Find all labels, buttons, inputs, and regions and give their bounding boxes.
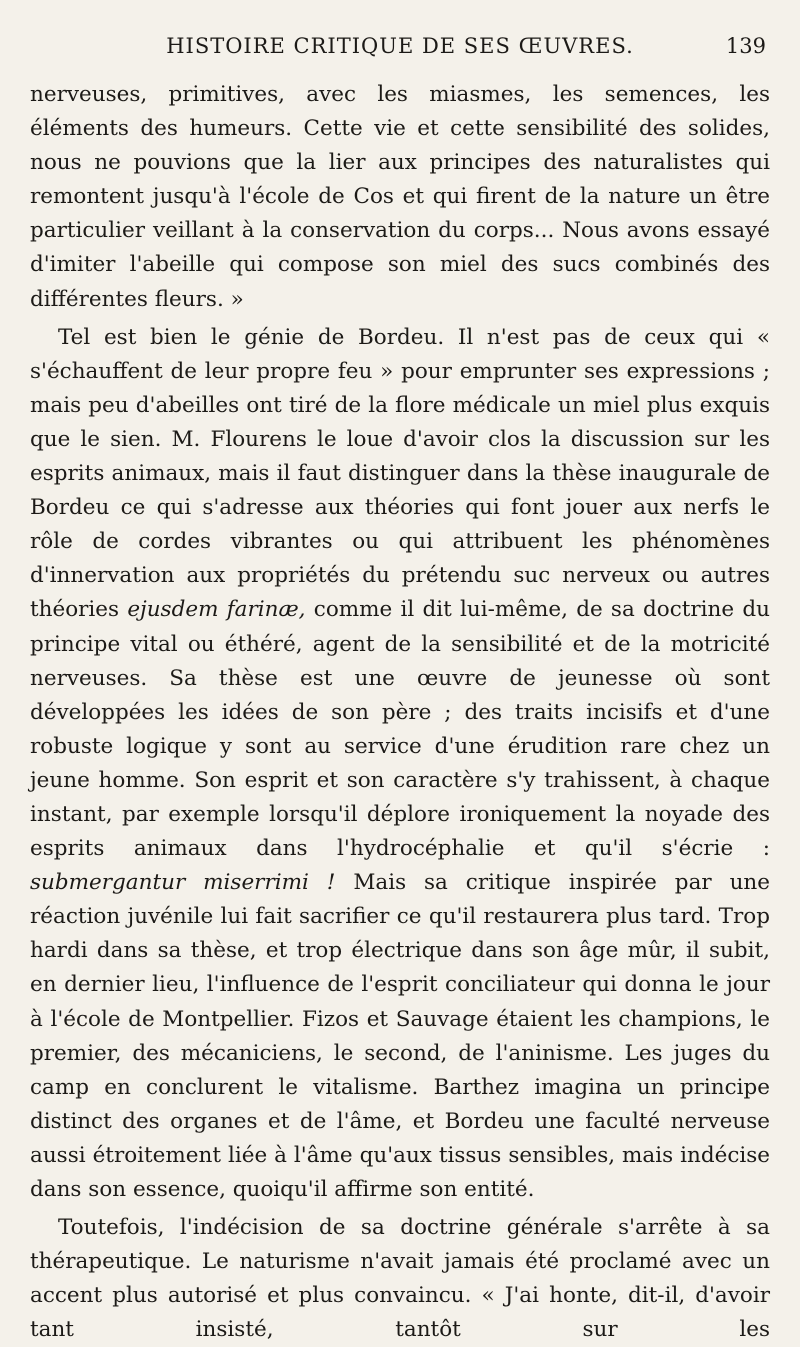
- latin-phrase-ejusdem: ejusdem farinæ,: [127, 597, 306, 623]
- paragraph-1: [30, 78, 770, 317]
- paragraph-1-text: nerveuses, primitives, avec les miasmes, les semences, les éléments des humeurs. Cette vie et cette sensibilité des solides, nous ne pouvions que la lier aux principes des naturalistes qui remontent jusqu'à l'école de Cos et qui firent de la nature un être particulier veillant à la conservation du corps... Nous avons essayé d'imiter l'abeille qui compose son miel des sucs combinés des différentes fleurs. »: [30, 82, 770, 312]
- running-head: [30, 28, 770, 68]
- paragraph-2-text-b: comme il dit lui-même, de sa doctrine du principe vital ou éthéré, agent de la sensibilité et de la motricité nerveuses. Sa thèse est une œuvre de jeunesse où sont développées les idées de son père ; des traits incisifs et d'une robuste logique y sont au service d'une érudition rare chez un jeune homme. Son esprit et son caractère s'y trahissent, à chaque instant, par exemple lorsqu'il déplore ironiquement la noyade des esprits animaux dans l'hydrocéphalie et qu'il s'écrie :: [30, 597, 770, 862]
- body-text: [30, 78, 770, 1347]
- page-number: 139: [725, 34, 766, 58]
- paragraph-2-text-c: Mais sa critique inspirée par une réaction juvénile lui fait sacrifier ce qu'il restaurera plus tard. Trop hardi dans sa thèse, et trop électrique dans son âge mûr, il subit, en dernier lieu, l'influence de l'esprit conciliateur qui donna le jour à l'école de Montpellier. Fizos et Sauvage étaient les champions, le premier, des mécaniciens, le second, de l'aninisme. Les juges du camp en conclurent le vitalisme. Barthez imagina un principe distinct des organes et de l'âme, et Bordeu une faculté nerveuse aussi étroitement liée à l'âme qu'aux tissus sensibles, mais indécise dans son essence, quoiqu'il affirme son entité.: [30, 870, 771, 1202]
- paragraph-3: [30, 1211, 770, 1347]
- paragraph-2-text-a: Tel est bien le génie de Bordeu. Il n'est pas de ceux qui « s'échauffent de leur propre feu » pour emprunter ses expressions ; mais peu d'abeilles ont tiré de la flore médicale un miel plus exquis que le sien. M. Flourens le loue d'avoir clos la discussion sur les esprits animaux, mais il faut distinguer dans la thèse inaugurale de Bordeu ce qui s'adresse aux théories qui font jouer aux nerfs le rôle de cordes vibrantes ou qui attribuent les phénomènes d'innervation aux propriétés du prétendu suc nerveux ou autres théories: [30, 324, 770, 623]
- running-title: HISTOIRE CRITIQUE DE SES ŒUVRES.: [166, 34, 634, 58]
- paragraph-2: [30, 321, 770, 1207]
- latin-phrase-submergantur: submergantur miserrimi !: [30, 870, 336, 896]
- paragraph-3-text: Toutefois, l'indécision de sa doctrine générale s'arrête à sa thérapeutique. Le naturisme n'avait jamais été proclamé avec un accent plus autorisé et plus convaincu. « J'ai honte, dit-il, d'avoir tant insisté, tantôt sur les: [30, 1215, 770, 1343]
